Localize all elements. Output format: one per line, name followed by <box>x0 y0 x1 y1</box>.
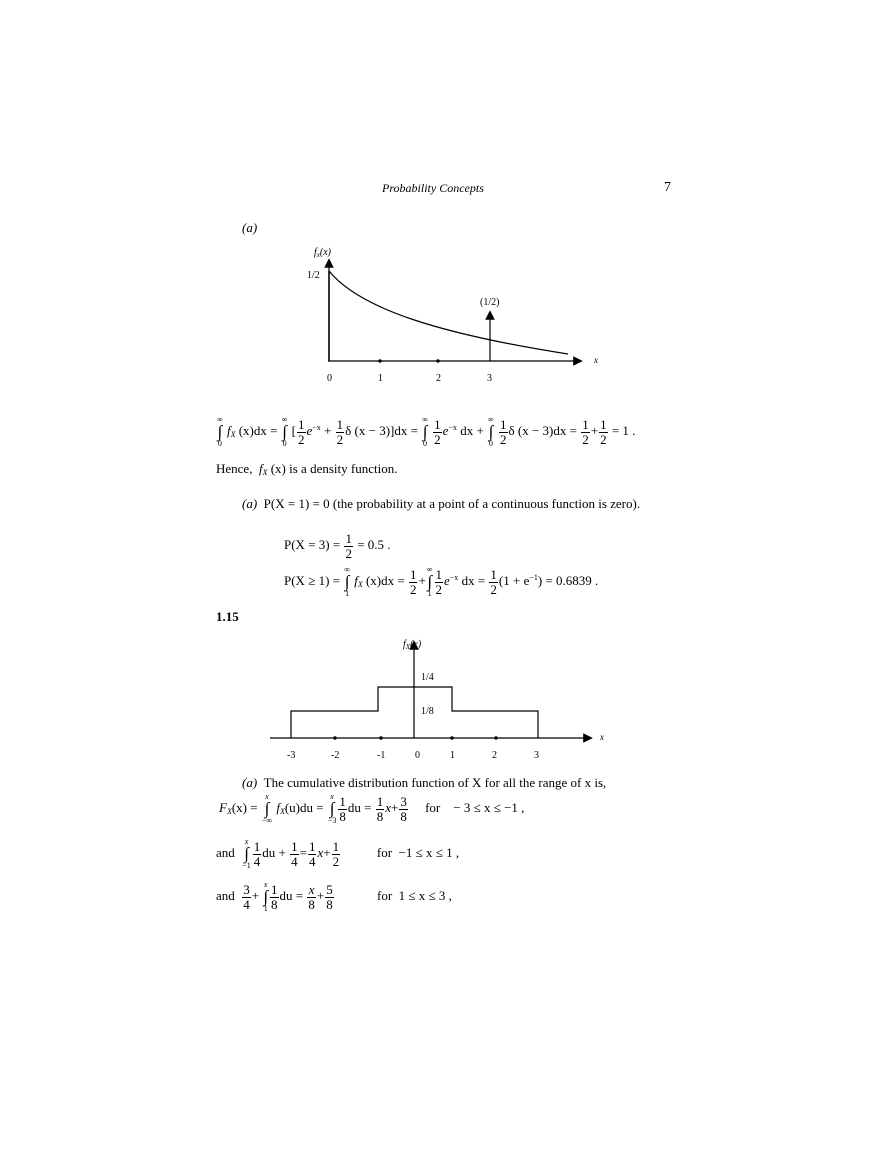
equation-p-x-3: P(X = 3) = $\frac{1}{2}$ = 0.5 . <box>284 531 391 561</box>
section-number: 1.15 <box>216 609 239 624</box>
x-tick-label: -3 <box>287 750 296 761</box>
equation-p-x-ge-1: P(X ≥ 1) = ∞ ∫ 1 $f_X$ (x)dx = $\frac{1}{2}$ + ∞ ∫ 1 $\frac{1}{2}$ $e^{-x}$ dx = $\frac{1}{2}$ $(1 + e^{-1}) = 0.6839$ . <box>284 565 599 599</box>
x-tick-label: -1 <box>377 750 386 761</box>
level-label-eighth: 1/8 <box>421 706 434 717</box>
y-axis-label: $f_X(x)$ <box>403 639 422 651</box>
cdf-intro: (a) The cumulative distribution function of X for all the range of x is, <box>242 775 607 790</box>
tick-dot-minus1 <box>379 736 382 739</box>
running-header: Probability Concepts <box>382 181 484 195</box>
impulse-label: (1/2) <box>480 297 500 308</box>
page-number: 7 <box>664 180 671 195</box>
x-axis-label: x <box>594 355 598 365</box>
equation-cdf-3: and $\frac{3}{4}$ + x ∫ 1 $\frac{1}{8}$ du = $\frac{x}{8}$ + $\frac{5}{8}$ for 1 ≤ x ≤ 3 , <box>216 880 452 914</box>
x-tick-label: 3 <box>487 373 492 384</box>
part-label: (a) <box>242 220 258 235</box>
density-curve <box>329 271 568 354</box>
x-tick-label: 3 <box>534 750 539 761</box>
figure-density-piecewise <box>270 634 620 766</box>
y-axis-label: $f_x(x)$ <box>314 247 331 259</box>
tick-dot-minus2 <box>333 736 336 739</box>
equation-cdf-2: and x ∫ −1 $\frac{1}{4}$ du + $\frac{1}{4}$ = $\frac{1}{4}$ x+ $\frac{1}{2}$ for −1 ≤ x ≤ 1 , <box>216 837 460 871</box>
x-tick-label: 0 <box>415 750 420 761</box>
x-tick-label: 2 <box>436 373 441 384</box>
equation-cdf-1: $F_X(x)$ = x ∫ −∞ $f_X(u)du$ = x ∫ −3 $\frac{1}{8}$ du = $\frac{1}{8}$ x+ $\frac{3}{8}$ for − 3 ≤ x ≤ −1 , <box>219 792 525 826</box>
x-tick-label: 1 <box>378 373 383 384</box>
y-tick-half: 1/2 <box>307 270 320 281</box>
equation-normalization: ∞ ∫ 0 $f_X$ (x)dx = ∞ ∫ 0 [ $\frac{1}{2}$ $e^{-x}$ + $\frac{1}{2}$ δ (x − 3)]dx = ∞ ∫ 0 $\frac{1}{2}$ $e^{-x}$ dx + ∞ ∫ 0 $\frac{1}{2}$ δ (x − 3)dx = $\frac{1}{2}$ + $\frac{1}{2}$ = 1 . <box>217 415 636 449</box>
figure-density-exponential <box>290 244 620 394</box>
x-tick-label: 1 <box>450 750 455 761</box>
tick-dot-2 <box>436 359 439 362</box>
tick-dot-1 <box>378 359 381 362</box>
tick-dot-2 <box>494 736 497 739</box>
x-tick-label: 0 <box>327 373 332 384</box>
level-label-quarter: 1/4 <box>421 672 434 683</box>
x-tick-label: 2 <box>492 750 497 761</box>
hence-statement: Hence, $f_X$ (x) is a density function. <box>216 461 398 477</box>
point-probability-statement: (a) P(X = 1) = 0 (the probability at a point of a continuous function is zero). <box>242 496 641 511</box>
tick-dot-1 <box>450 736 453 739</box>
x-axis-label: x <box>600 732 604 742</box>
x-tick-label: -2 <box>331 750 340 761</box>
